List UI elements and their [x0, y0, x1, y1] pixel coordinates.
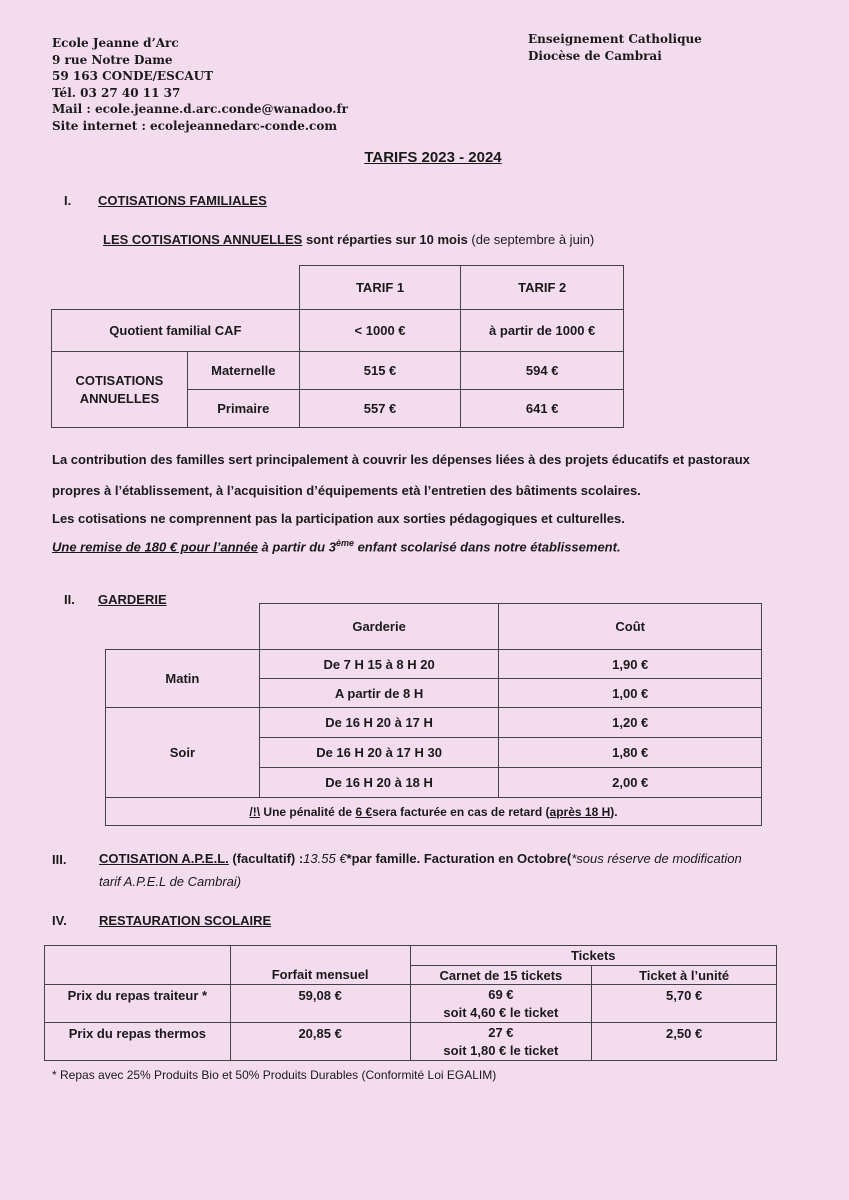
carnet-price: 69 €	[488, 986, 514, 1002]
section-2-number: II.	[64, 592, 75, 607]
garderie-table	[105, 603, 762, 826]
header-unite: Ticket à l’unité	[592, 966, 777, 985]
garderie-cost: 2,00 €	[499, 768, 762, 798]
apel-title: COTISATION A.P.E.L.	[99, 851, 229, 866]
garderie-time: De 16 H 20 à 18 H	[259, 768, 499, 798]
primaire-tarif-1: 557 €	[299, 390, 461, 428]
traiteur-forfait: 59,08 €	[230, 985, 410, 1023]
school-city: 59 163 CONDE/ESCAUT	[52, 69, 214, 83]
subtitle-normal: (de septembre à juin)	[467, 232, 595, 247]
group-label-line-1: COTISATIONS	[75, 372, 164, 388]
warning-icon: /!\	[249, 804, 261, 819]
header-carnet: Carnet de 15 tickets	[410, 966, 592, 985]
restauration-footnote: * Repas avec 25% Produits Bio et 50% Produits Durables (Conformité Loi EGALIM)	[52, 1068, 497, 1082]
discount-amount: Une remise de 180 € pour l’année	[52, 539, 258, 555]
contribution-paragraph-line-1: La contribution des familles sert principalement à couvrir les dépenses liées à des projets éducatifs et pastoraux	[52, 452, 750, 467]
cotisations-table	[51, 265, 624, 428]
cotisations-exclusions: Les cotisations ne comprennent pas la participation aux sorties pédagogiques et culturelles.	[52, 511, 625, 526]
group-label-line-2: ANNUELLES	[79, 390, 160, 406]
garderie-cost: 1,90 €	[499, 650, 762, 679]
section-2-title: GARDERIE	[98, 592, 167, 607]
maternelle-label: Maternelle	[187, 352, 299, 390]
carnet-unit-price: soit 4,60 € le ticket	[443, 1004, 559, 1020]
penalty-text-b: sera facturée en cas de retard (	[372, 804, 550, 819]
page-title: TARIFS 2023 - 2024	[364, 149, 502, 166]
apel-text-b: *par famille. Facturation en Octobre(	[346, 851, 572, 866]
discount-text-b: enfant scolarisé dans notre établissement.	[353, 539, 621, 555]
header-garderie: Garderie	[259, 604, 499, 650]
carnet-unit-price: soit 1,80 € le ticket	[443, 1042, 559, 1058]
header-forfait: Forfait mensuel	[230, 946, 410, 985]
diocese-name: Diocèse de Cambrai	[528, 48, 662, 63]
garderie-cost: 1,80 €	[499, 738, 762, 768]
subtitle-underlined: LES COTISATIONS ANNUELLES	[103, 232, 303, 247]
section-4-number: IV.	[52, 913, 67, 928]
garderie-time: De 16 H 20 à 17 H 30	[259, 738, 499, 768]
discount-sup: ème	[335, 538, 354, 548]
subtitle-bold: sont réparties sur 10 mois	[302, 232, 468, 247]
garderie-time: De 16 H 20 à 17 H	[259, 708, 499, 738]
apel-price: 13.55 €	[303, 851, 347, 866]
carnet-price: 27 €	[488, 1024, 514, 1040]
section-3-number: III.	[52, 852, 67, 867]
thermos-forfait: 20,85 €	[230, 1023, 410, 1061]
quotient-tarif-2: à partir de 1000 €	[461, 310, 624, 352]
apel-text-a: (facultatif) :	[228, 851, 304, 866]
apel-reserve: *sous réserve de modification	[571, 851, 742, 866]
primaire-label: Primaire	[187, 390, 299, 428]
quotient-tarif-1: < 1000 €	[299, 310, 461, 352]
soir-label: Soir	[106, 708, 260, 798]
school-name: Ecole Jeanne d’Arc	[52, 36, 179, 50]
garderie-cost: 1,20 €	[499, 708, 762, 738]
school-phone: Tél. 03 27 40 11 37	[52, 85, 181, 100]
organization-name: Enseignement Catholique	[528, 32, 702, 46]
school-website: Site internet : ecolejeannedarc-conde.com	[52, 118, 338, 133]
contribution-paragraph-line-2: propres à l’établissement, à l’acquisition d’équipements età l’entretien des bâtiments scolaires.	[52, 483, 641, 498]
maternelle-tarif-1: 515 €	[299, 352, 461, 390]
maternelle-tarif-2: 594 €	[461, 352, 624, 390]
late-penalty-note	[106, 798, 762, 826]
primaire-tarif-2: 641 €	[461, 390, 624, 428]
section-1-number: I.	[64, 193, 72, 208]
thermos-label: Prix du repas thermos	[45, 1023, 231, 1061]
apel-line-1	[99, 851, 819, 866]
section-4-title: RESTAURATION SCOLAIRE	[99, 913, 272, 928]
school-mail: Mail : ecole.jeanne.d.arc.conde@wanadoo.fr	[52, 102, 348, 116]
traiteur-unite: 5,70 €	[592, 985, 777, 1023]
section-1-title: COTISATIONS FAMILIALES	[98, 193, 267, 208]
cotisations-annuelles-label	[52, 352, 188, 428]
sibling-discount	[52, 538, 621, 554]
apel-line-2: tarif A.P.E.L de Cambrai)	[99, 874, 242, 889]
garderie-time: A partir de 8 H	[259, 679, 499, 708]
matin-label: Matin	[106, 650, 260, 708]
penalty-time: après 18 H	[549, 804, 611, 819]
penalty-text-c: ).	[610, 804, 618, 819]
discount-text-a: à partir du 3	[257, 539, 336, 555]
section-1-subtitle	[103, 232, 594, 247]
quotient-label: Quotient familial CAF	[52, 310, 300, 352]
garderie-time: De 7 H 15 à 8 H 20	[259, 650, 499, 679]
header-tarif-1: TARIF 1	[299, 266, 461, 310]
header-cout: Coût	[499, 604, 762, 650]
school-address	[52, 35, 348, 134]
restauration-table	[44, 945, 777, 1061]
thermos-carnet	[410, 1023, 592, 1061]
organization	[528, 31, 702, 64]
school-street: 9 rue Notre Dame	[52, 52, 173, 67]
header-tarif-2: TARIF 2	[461, 266, 624, 310]
garderie-cost: 1,00 €	[499, 679, 762, 708]
penalty-amount: 6 €	[355, 804, 373, 819]
traiteur-label: Prix du repas traiteur *	[45, 985, 231, 1023]
traiteur-carnet	[410, 985, 592, 1023]
penalty-text-a: Une pénalité de	[260, 804, 356, 819]
thermos-unite: 2,50 €	[592, 1023, 777, 1061]
header-tickets: Tickets	[410, 946, 776, 966]
